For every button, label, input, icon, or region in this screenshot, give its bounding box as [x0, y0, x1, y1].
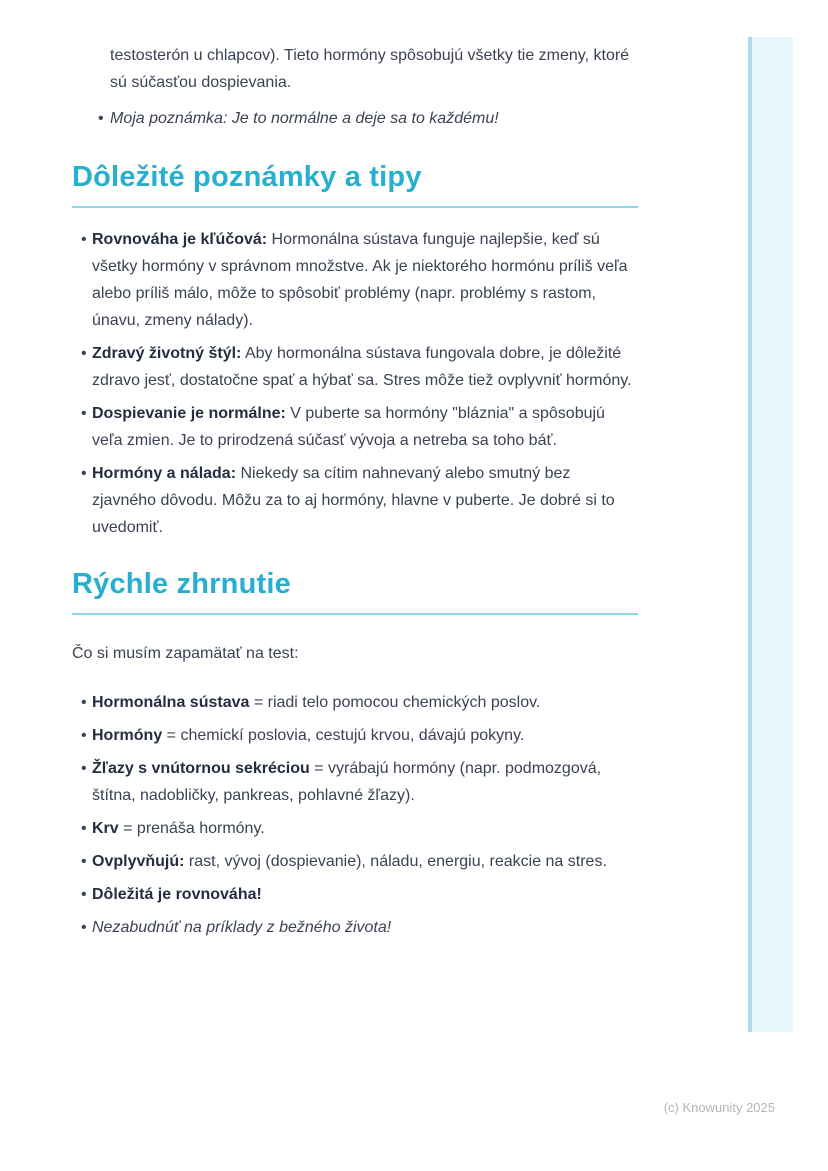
bullet-item-italic [72, 914, 638, 941]
side-highlight-strip [748, 37, 793, 1032]
intro-paragraph: testosterón u chlapcov). Tieto hormóny spôsobujú všetky tie zmeny, ktoré sú súčasťou dospievania. [110, 47, 630, 91]
bullet-item [72, 689, 638, 716]
summary-bullet-list [72, 689, 638, 941]
notes-bullet-list [72, 226, 638, 541]
bullet-text: rast, vývoj (dospievanie), náladu, energiu, reakcie na stres. [184, 853, 607, 870]
summary-intro: Čo si musím zapamätať na test: [72, 645, 299, 662]
section-heading-summary: Rýchle zhrnutie [72, 567, 638, 615]
section-heading-notes: Dôležité poznámky a tipy [72, 160, 638, 208]
bullet-lead: Ovplyvňujú: [92, 853, 185, 870]
bullet-text: = prenáša hormóny. [118, 820, 265, 837]
bullet-text: Niekedy sa cítim nahnevaný alebo smutný bez zjavného dôvodu. Môžu za to aj hormóny, hlavne v puberte. Je dobré si to uvedomiť. [92, 465, 615, 536]
bullet-text: V puberte sa hormóny "bláznia" a spôsobujú veľa zmien. Je to prirodzená súčasť vývoja a netreba sa toho báť. [92, 405, 605, 449]
bullet-lead: Zdravý životný štýl: [92, 345, 242, 362]
bullet-text: Hormonálna sústava funguje najlepšie, keď sú všetky hormóny v správnom množstve. Ak je niektorého hormónu príliš veľa alebo príliš málo, môže to spôsobiť problémy (napr. problémy s rastom, únavu, zmeny nálady). [92, 231, 628, 329]
bullet-item [72, 815, 638, 842]
bullet-text: = chemickí poslovia, cestujú krvou, dávajú pokyny. [162, 727, 525, 744]
bullet-text: Aby hormonálna sústava fungovala dobre, je dôležité zdravo jesť, dostatočne spať a hýbať sa. Stres môže tiež ovplyvniť hormóny. [92, 345, 632, 389]
bullet-lead: Žľazy s vnútornou sekréciou [92, 760, 310, 777]
bullet-lead: Hormóny a nálada: [92, 465, 237, 482]
bullet-lead: Rovnováha je kľúčová: [92, 231, 268, 248]
bullet-item [72, 226, 638, 334]
bullet-item [72, 755, 638, 809]
bullet-lead: Hormóny [92, 727, 163, 744]
bullet-text: = riadi telo pomocou chemických poslov. [249, 694, 541, 711]
bullet-lead: Hormonálna sústava [92, 694, 250, 711]
bullet-text: = vyrábajú hormóny (napr. podmozgová, štítna, nadobličky, pankreas, pohlavné žľazy). [92, 760, 602, 804]
bullet-text: Nezabudnúť na príklady z bežného života! [92, 919, 392, 936]
note-item: • Moja poznámka: Je to normálne a deje sa to každému! [72, 105, 638, 132]
bullet-lead: Dôležitá je rovnováha! [92, 886, 262, 903]
bullet-item [72, 881, 638, 908]
bullet-item [72, 460, 638, 541]
note-list [72, 105, 638, 132]
bullet-item [72, 722, 638, 749]
bullet-item [72, 400, 638, 454]
bullet-lead: Dospievanie je normálne: [92, 405, 286, 422]
content-column [72, 42, 638, 947]
bullet-item [72, 848, 638, 875]
bullet-item [72, 340, 638, 394]
bullet-lead: Krv [92, 820, 119, 837]
footer-credit: (c) Knowunity 2025 [663, 1100, 775, 1115]
